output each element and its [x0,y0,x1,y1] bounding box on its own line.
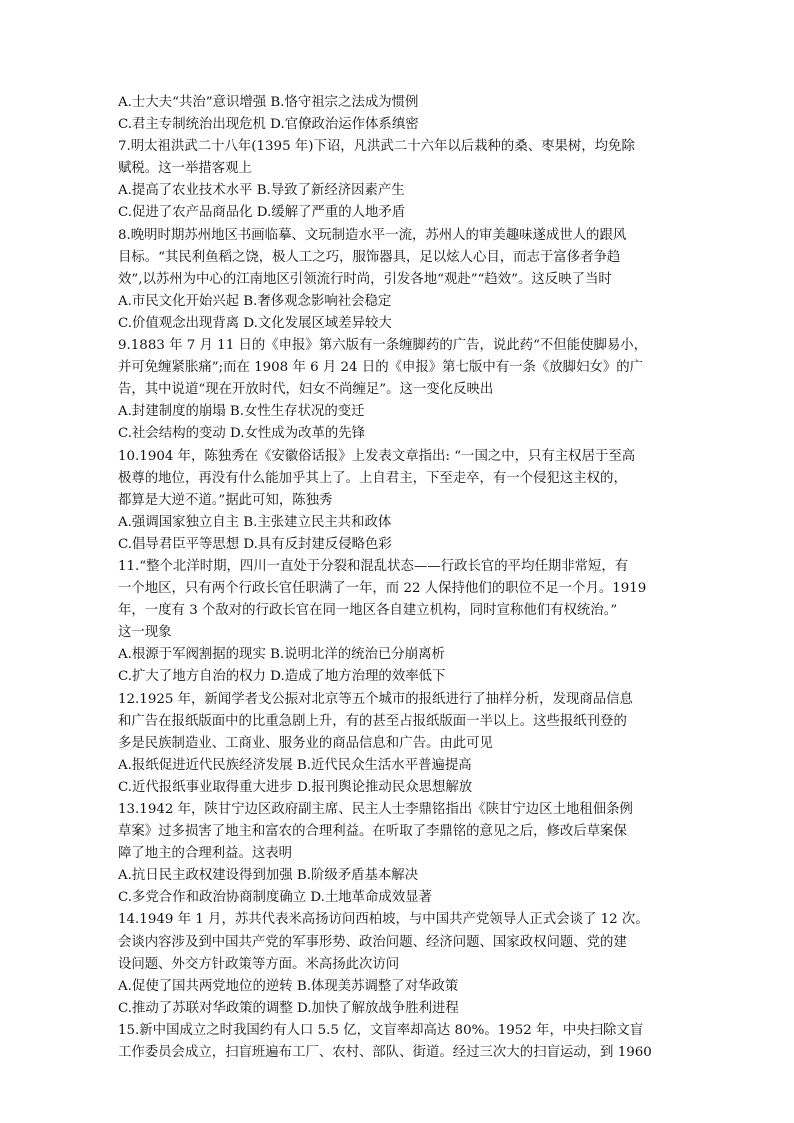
text-line: C.君主专制统治出现危机 D.官僚政治运作体系缜密 [118,117,419,133]
text-line: 和广告在报纸版面中的比重急剧上升，有的甚至占报纸版面一半以上。这些报纸刊登的 [118,713,627,729]
text-line: 14.1949 年 1 月，苏共代表米高扬访问西柏坡，与中国共产党领导人正式会谈了 12 次。 [118,912,649,928]
text-line: C.多党合作和政治协商制度确立 D.土地革命成效显著 [118,890,432,906]
text-line: C.价值观念出现背离 D.文化发展区域差异较大 [118,315,392,331]
text-line: C.促进了农产品商品化 D.缓解了严重的人地矛盾 [118,205,406,221]
text-line: 告，其中说道“现在开放时代，妇女不尚缠足”。这一变化反映出 [118,382,494,398]
text-line: 设问题、外交方针政策等方面。米高扬此次访问 [118,956,400,972]
text-line: A.抗日民主政权建设得到加强 B.阶级矛盾基本解决 [118,868,419,884]
text-line: C.倡导君臣平等思想 D.具有反封建反侵略色彩 [118,536,392,552]
text-line: 障了地主的合理利益。这表明 [118,846,293,862]
text-line: 13.1942 年，陕甘宁边区政府副主席、民主人士李鼎铭指出《陕甘宁边区土地租佃条例 [118,802,633,817]
text-line: 8.晚明时期苏州地区书画临摹、文玩制造水平一流，苏州人的审美趣味遂成世人的跟风 [118,227,627,243]
text-line: A.强调国家独立自主 B.主张建立民主共和政体 [118,514,392,530]
text-line: C.近代报纸事业取得重大进步 D.报刊舆论推动民众思想解放 [118,779,473,795]
text-line: 7.明太祖洪武二十八年(1395 年)下诏，凡洪武二十六年以后栽种的桑、枣果树，均免除 [118,139,635,155]
text-line: A.根源于军阀割据的现实 B.说明北洋的统治已分崩离析 [118,647,445,663]
text-line: 都算是大逆不道。”据此可知，陈独秀 [118,492,333,508]
text-line: 工作委员会成立，扫盲班遍布工厂、农村、部队、街道。经过三次大的扫盲运动，到 1960 [118,1045,652,1061]
text-line: 9.1883 年 7 月 11 日的《申报》第六版有一条缠脚药的广告，说此药“不但能使脚易小， [118,338,648,354]
text-line: A.报纸促进近代民族经济发展 B.近代民众生活水平普遍提高 [118,757,472,773]
text-line: C.扩大了地方自治的权力 D.造成了地方治理的效率低下 [118,669,446,685]
text-line: 一个地区，只有两个行政长官任职满了一年，而 22 人保持他们的职位不足一个月。1919 [118,581,647,597]
text-line: A.封建制度的崩塌 B.女性生存状况的变迁 [118,404,365,420]
text-line: 会谈内容涉及到中国共产党的军事形势、政治问题、经济问题、国家政权问题、党的建 [118,934,627,950]
text-line: A.士大夫“共治”意识增强 B.恪守祖宗之法成为惯例 [118,95,419,110]
text-line: 目标。“其民利鱼稻之饶，极人工之巧，服饰器具，足以炫人心目，而志于富侈者争趋 [118,249,621,265]
text-line: 年，一度有 3 个敌对的行政长官在同一地区各自建立机构，同时宣称他们有权统治。” [118,603,618,619]
text-line: C.社会结构的变动 D.女性成为改革的先锋 [118,426,366,442]
text-line: A.促使了国共两党地位的逆转 B.体现美苏调整了对华政策 [118,978,459,994]
text-line: A.市民文化开始兴起 B.奢侈观念影响社会稳定 [118,293,392,309]
text-line: 并可免缠紧胀痛”;而在 1908 年 6 月 24 日的《申报》第七版中有一条《放脚妇女》的广 [118,360,644,376]
text-line: 12.1925 年，新闻学者戈公振对北京等五个城市的报纸进行了抽样分析，发现商品信息 [118,691,633,707]
text-line: 极尊的地位，再没有什么能加乎其上了。上自君主，下至走卒，有一个侵犯这主权的， [118,470,627,486]
text-line: 多是民族制造业、工商业、服务业的商品信息和广告。由此可见 [118,735,493,751]
text-line: 15.新中国成立之时我国约有人口 5.5 亿，文盲率却高达 80%。1952 年，中央扫除文盲 [118,1022,644,1038]
text-line: C.推动了苏联对华政策的调整 D.加快了解放战争胜利进程 [118,1000,459,1016]
text-line: 10.1904 年，陈独秀在《安徽俗话报》上发表文章指出: “一国之中，只有主权居于至高 [118,448,636,464]
text-line: 11.“整个北洋时期，四川一直处于分裂和混乱状态——行政长官的平均任期非常短，有 [118,558,629,574]
text-line: 效”,以苏州为中心的江南地区引领流行时尚，引发各地“观赴”“趋效”。这反映了当时 [118,271,612,287]
text-line: 这一现象 [118,625,172,641]
text-line: A.提高了农业技术水平 B.导致了新经济因素产生 [118,183,405,199]
text-line: 赋税。这一举措客观上 [118,161,252,177]
text-line: 草案》过多损害了地主和富农的合理利益。在听取了李鼎铭的意见之后，修改后草案保 [118,824,627,840]
